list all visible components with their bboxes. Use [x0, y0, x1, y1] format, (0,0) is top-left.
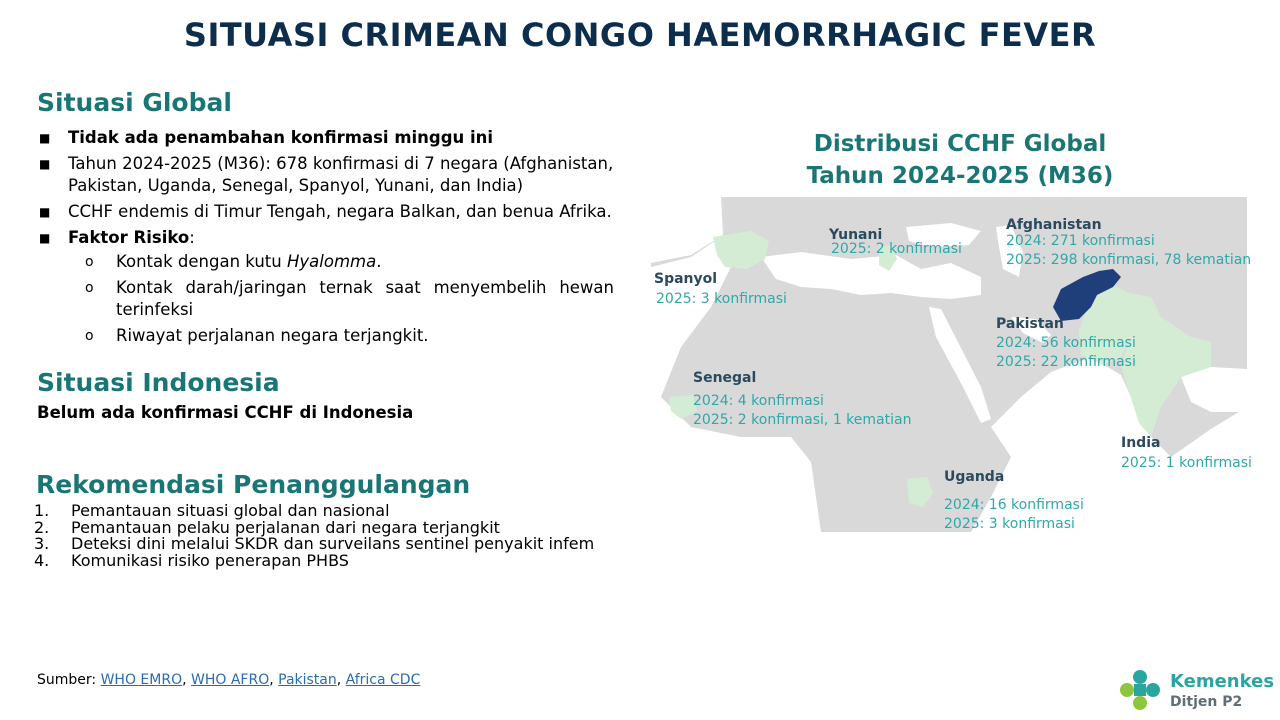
- risk-factor-list: [68, 251, 614, 347]
- global-heading: Situasi Global: [37, 88, 232, 117]
- circle-bullet-icon: o: [85, 254, 94, 270]
- list-item: 4. Komunikasi risiko penerapan PHBS: [34, 550, 349, 570]
- yunani-label: Yunani: [829, 227, 883, 243]
- senegal-value-2024: 2024: 4 konfirmasi: [693, 393, 824, 409]
- source-line: Sumber: WHO EMRO, WHO AFRO, Pakistan, Africa CDC: [37, 672, 421, 688]
- list-item: o Riwayat perjalanan negara terjangkit.: [85, 326, 429, 345]
- afghanistan-value-2024: 2024: 271 konfirmasi: [1006, 233, 1155, 249]
- uganda-label: Uganda: [944, 469, 1005, 485]
- list-item: ■ CCHF endemis di Timur Tengah, negara Balkan, dan benua Afrika.: [39, 202, 612, 221]
- list-item: 3. Deteksi dini melalui SKDR dan surveilans sentinel penyakit infem: [34, 534, 595, 553]
- pakistan-label: Pakistan: [996, 316, 1064, 332]
- kemenkes-logo-icon: [1117, 667, 1163, 713]
- spanyol-value: 2025: 3 konfirmasi: [656, 291, 787, 307]
- list-item: ■ Tidak ada penambahan konfirmasi minggu ini: [39, 128, 494, 147]
- global-list: [37, 127, 614, 351]
- recommendation-heading: Rekomendasi Penanggulangan: [36, 470, 471, 499]
- list-item: 2. Pemantauan pelaku perjalanan dari negara terjangkit: [34, 517, 500, 537]
- list-item: ■ Faktor Risiko: o Kontak dengan kutu Hyalomma. o Kontak darah/jaringan ternak saat menyembelih hewan terinfeksi o Riwayat perjalanan negara terjangkit.: [39, 228, 614, 345]
- square-bullet-icon: ■: [39, 231, 51, 245]
- spanyol-label: Spanyol: [654, 271, 718, 287]
- circle-bullet-icon: o: [85, 328, 94, 344]
- india-label: India: [1121, 435, 1161, 451]
- yunani-value: 2025: 2 konfirmasi: [831, 241, 962, 257]
- circle-bullet-icon: o: [85, 280, 94, 296]
- map-title: Distribusi CCHF Global Tahun 2024-2025 (M36): [806, 131, 1114, 189]
- india-value: 2025: 1 konfirmasi: [1121, 455, 1252, 471]
- source-link-africa-cdc[interactable]: Africa CDC: [345, 672, 421, 688]
- square-bullet-icon: ■: [39, 157, 51, 171]
- pakistan-value-2024: 2024: 56 konfirmasi: [996, 335, 1136, 351]
- source-link-who-afro[interactable]: WHO AFRO: [191, 672, 270, 688]
- square-bullet-icon: ■: [39, 131, 51, 145]
- list-item: 1. Pemantauan situasi global dan nasional: [34, 501, 390, 520]
- afghanistan-value-2025: 2025: 298 konfirmasi, 78 kematian: [1006, 252, 1252, 268]
- page-title: SITUASI CRIMEAN CONGO HAEMORRHAGIC FEVER: [183, 16, 1097, 54]
- uganda-value-2024: 2024: 16 konfirmasi: [944, 497, 1084, 513]
- source-link-who-emro[interactable]: WHO EMRO: [100, 672, 183, 688]
- recommendation-list: [34, 503, 594, 569]
- indonesia-heading: Situasi Indonesia: [37, 368, 280, 397]
- list-item: o Kontak dengan kutu Hyalomma.: [85, 252, 382, 271]
- logo-subtitle: Ditjen P2: [1170, 694, 1243, 710]
- list-item: o Kontak darah/jaringan ternak saat menyembelih hewan terinfeksi: [85, 278, 614, 319]
- afghanistan-label: Afghanistan: [1006, 217, 1102, 233]
- pakistan-value-2025: 2025: 22 konfirmasi: [996, 354, 1136, 370]
- logo-name: Kemenkes: [1170, 671, 1275, 692]
- source-link-pakistan[interactable]: Pakistan: [278, 672, 337, 688]
- senegal-label: Senegal: [693, 370, 757, 386]
- list-item: ■ Tahun 2024-2025 (M36): 678 konfirmasi di 7 negara (Afghanistan, Pakistan, Uganda, Senegal, Spanyol, Yunani, dan India): [39, 154, 614, 195]
- senegal-value-2025: 2025: 2 konfirmasi, 1 kematian: [693, 412, 912, 428]
- square-bullet-icon: ■: [39, 205, 51, 219]
- indonesia-status: Belum ada konfirmasi CCHF di Indonesia: [37, 403, 414, 422]
- uganda-value-2025: 2025: 3 konfirmasi: [944, 516, 1075, 532]
